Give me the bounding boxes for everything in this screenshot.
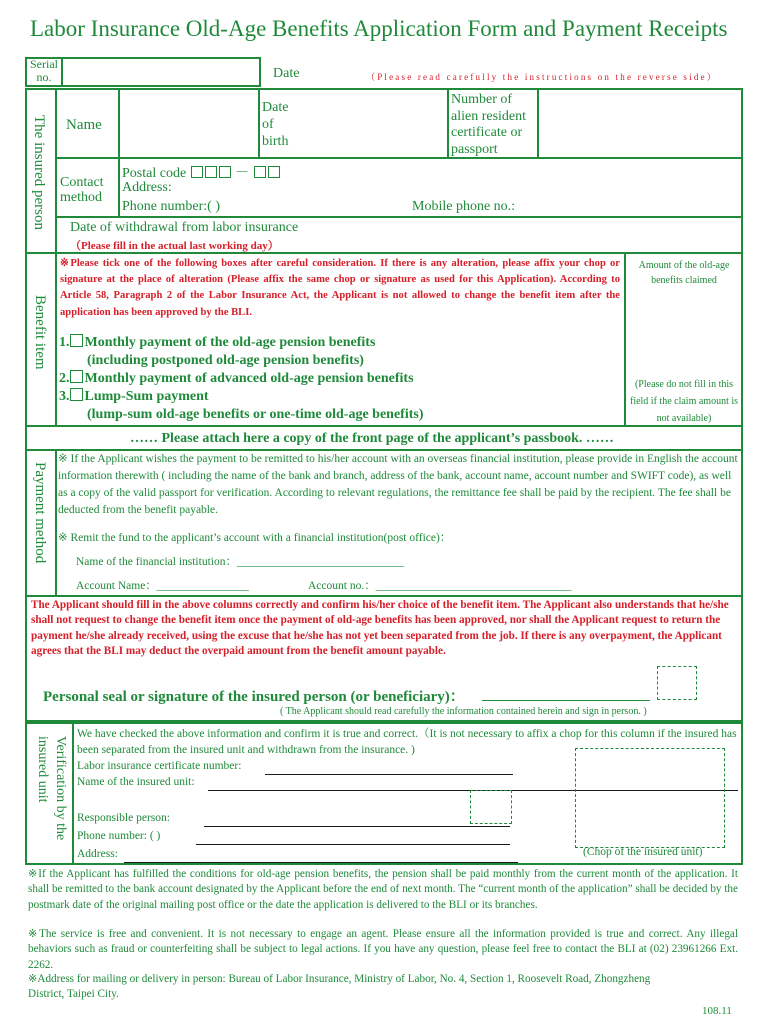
postal-label (122, 162, 281, 182)
signature-note: ( The Applicant should read carefully the information contained herein and sign in person. ) (280, 706, 647, 717)
checkbox-option-3[interactable] (70, 388, 83, 401)
chop-label: (Chop of the insured unit) (583, 846, 703, 858)
verification-statement: We have checked the above information and confirm it is true and correct.（It is not necessary to affix a chop for this column if the insured has been separated from the insured unit and withdrawn from the insurance. ) (77, 728, 737, 756)
phone-label: Phone number:( ) (122, 199, 220, 214)
dob-input[interactable] (305, 91, 445, 155)
remit-note: ※ Remit the fund to the applicant’s account with a financial institution(post office)： (58, 532, 452, 544)
payment-method-label: Payment method (32, 462, 48, 564)
insured-person-label: The insured person (31, 115, 47, 230)
postal-code-text: Postal code (122, 166, 187, 181)
name-label: Name (66, 117, 102, 133)
unit-name-label: Name of the insured unit: (77, 776, 195, 788)
checkbox-option-2[interactable] (70, 370, 83, 383)
form-title: Labor Insurance Old-Age Benefits Application Form and Payment Receipts (30, 16, 728, 41)
unit-address-label: Address: (77, 848, 118, 860)
instruction-note: （Please read carefully the instructions on the reverse side） (366, 72, 718, 82)
checkbox-option-1[interactable] (70, 334, 83, 347)
signature-seal-box[interactable] (657, 666, 697, 700)
postal-box-3[interactable] (219, 166, 231, 178)
footnote-3: ※Address for mailing or delivery in person: Bureau of Labor Insurance, Ministry of Labor, No. 4, Section 1, Roosevelt Road, Zhongzheng District, Taipei City. (28, 973, 651, 1001)
postal-box-1[interactable] (191, 166, 203, 178)
postal-box-2[interactable] (205, 166, 217, 178)
cert-label: Labor insurance certificate number: (77, 760, 242, 772)
benefit-item-label: Benefit item (32, 295, 48, 370)
overseas-note: ※ If the Applicant wishes the payment to be remitted to his/her account with an overseas financial institution, please provide in English the account information therewith ( including the name of the bank and branch, address of the bank, account name, account number and SWIFT code), as well as a copy of the valid passport for verification. According to relevant regulations, the remittance fee shall be paid by the recipient. The fee shall be deducted from the benefit payable. (58, 453, 738, 516)
postal-box-5[interactable] (268, 166, 280, 178)
benefit-instructions: ※Please tick one of the following boxes after careful consideration. If there is any alteration, please affix your chop or signature at the place of alteration (Please affix the same chop or signature as used for this Application). According to Article 58, Paragraph 2 of the Labor Insurance Act, the Applicant is not allowed to change the benefit item after the application has been approved by the BLI. (60, 258, 620, 318)
footnote-1: ※If the Applicant has fulfilled the conditions for old-age pension benefits, the pension shall be paid monthly from the current month of the application. It shall be remitted to the bank account designated by the Applicant before the end of next month. The “current month of the application” shall be decided by the postmark date of the original mailing post office or the date the application is delivered to the BLI or its branches. (28, 868, 738, 911)
institution-label[interactable]: Name of the financial institution：_____________________________ (76, 556, 404, 568)
alien-label: Number of alien resident certificate or passport (451, 92, 527, 157)
cert-field[interactable] (265, 774, 513, 775)
benefit-option-2[interactable]: 2. Monthly payment of advanced old-age pension benefits (59, 371, 414, 386)
amount-note: (Please do not fill in this field if the claim amount is not available) (629, 379, 739, 424)
postal-box-4[interactable] (254, 166, 266, 178)
footnote-2: ※The service is free and convenient. It is not necessary to engage an agent. Please ensure all the information provided is true and correct. Any illegal behaviors such as fraud or counterfeiting shall be subject to legal actions. If you have any question, please feel free to contact the BLI at (02) 23961266 Ext. 2262. (28, 928, 738, 971)
alien-input[interactable] (540, 91, 740, 155)
unit-phone-label: Phone number: ( ) (77, 830, 161, 842)
postal-dash: － (235, 166, 250, 181)
verification-label: Verification by the insured unit (35, 736, 68, 841)
unit-phone-field[interactable] (196, 844, 510, 845)
account-name-label[interactable]: Account Name：________________ (76, 580, 249, 592)
signature-label: Personal seal or signature of the insured person (or beneficiary)： (43, 689, 465, 705)
responsible-field[interactable] (204, 826, 510, 827)
unit-address-field[interactable] (124, 862, 518, 863)
address-label: Address: (122, 180, 172, 195)
passbook-note: …… Please attach here a copy of the front page of the applicant’s passbook. …… (130, 431, 614, 446)
withdrawal-note: （Please fill in the actual last working day） (70, 240, 279, 252)
responsible-label: Responsible person: (77, 812, 170, 824)
responsible-seal-box[interactable] (470, 790, 512, 824)
declaration-text: The Applicant should fill in the above columns correctly and confirm his/her choice of the benefit item. The Applicant also understands that he/she shall not request to change the benefit item once the payment of old-age benefits has been approved, nor shall the Applicant request to return the payment he/she already received, using the excuse that he/she has not yet been separated from the job. If there is any overpayment, the Applicant agrees that the BLI may deduct the overpaid amount from the benefit amount payable. (31, 599, 729, 658)
dob-label: Date of birth (262, 100, 289, 149)
mobile-label: Mobile phone no.: (412, 199, 516, 214)
benefit-option-3[interactable]: 3. Lump-Sum payment (lump-sum old-age benefits or one-time old-age benefits) (59, 389, 424, 422)
name-input[interactable] (121, 91, 256, 155)
benefit-option-1[interactable]: 1. Monthly payment of the old-age pension benefits (including postponed old-age pension benefits) (59, 335, 376, 368)
amount-label: Amount of the old-age benefits claimed (638, 260, 730, 286)
serial-label: Serial no. (30, 57, 58, 84)
version-label: 108.11 (702, 1005, 732, 1017)
serial-input[interactable] (64, 59, 259, 85)
contact-label: Contact method (60, 175, 104, 205)
unit-chop-box[interactable] (575, 748, 725, 848)
account-no-label[interactable]: Account no.：__________________________________ (308, 580, 572, 592)
date-label: Date (273, 66, 300, 81)
withdrawal-label: Date of withdrawal from labor insurance (70, 220, 299, 235)
signature-field[interactable] (482, 700, 650, 701)
